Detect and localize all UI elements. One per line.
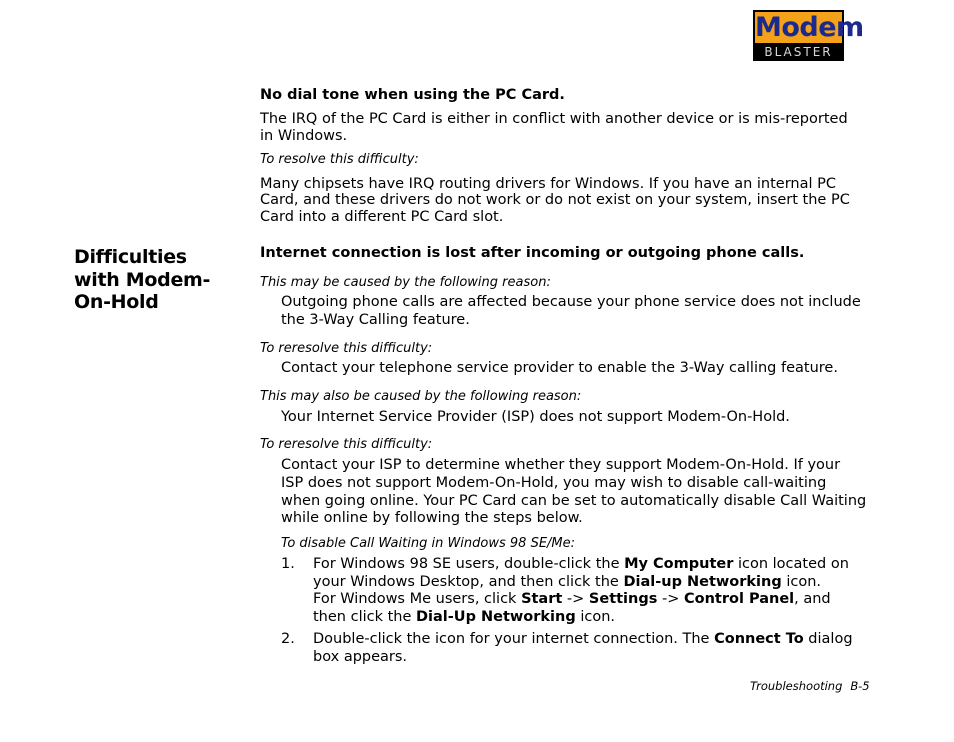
side-heading-line1: Difficulties	[74, 246, 187, 268]
step1-number: 1.	[281, 556, 295, 572]
logo-sub: BLASTER	[764, 45, 833, 59]
section2-resolve2-line1: Contact your ISP to determine whether they support Modem-On-Hold. If your	[281, 457, 841, 473]
section1-line2: in Windows.	[260, 128, 348, 144]
step1-line4: then click the Dial-Up Networking icon.	[313, 609, 616, 625]
disable-call-waiting-title: To disable Call Waiting in Windows 98 SE/Me:	[281, 536, 576, 551]
page-footer	[750, 679, 870, 693]
section2-resolve1-text: Contact your telephone service provider to enable the 3-Way calling feature.	[281, 360, 838, 376]
section2-resolve2: To reresolve this difficulty:	[260, 437, 433, 452]
section2-cause1: This may be caused by the following reason:	[260, 275, 551, 290]
section1-resolve: To resolve this difficulty:	[260, 152, 419, 167]
step2-number: 2.	[281, 631, 295, 647]
section1-p2-line1: Many chipsets have IRQ routing drivers for Windows. If you have an internal PC	[260, 176, 837, 192]
section1-p2-line2: Card, and these drivers do not work or do not exist on your system, insert the PC	[260, 192, 850, 208]
step1-line1: For Windows 98 SE users, double-click the My Computer icon located on	[313, 556, 849, 572]
section2-resolve2-line4: while online by following the steps below.	[281, 510, 583, 526]
side-heading-line2: with Modem-	[74, 268, 211, 291]
section1-p2-line3: Card into a different PC Card slot.	[260, 209, 504, 225]
section1-heading: No dial tone when using the PC Card.	[260, 87, 565, 103]
section2-heading: Internet connection is lost after incoming or outgoing phone calls.	[260, 245, 805, 261]
section2-cause2: This may also be caused by the following reason:	[260, 389, 582, 404]
step1-line3: For Windows Me users, click Start -> Settings -> Control Panel, and	[313, 591, 831, 607]
step2-line1: Double-click the icon for your internet connection. The Connect To dialog	[313, 631, 853, 647]
side-heading-line3: On-Hold	[74, 291, 159, 313]
modem-blaster-logo	[753, 10, 864, 61]
section2-cause1-line2: the 3-Way Calling feature.	[281, 312, 470, 328]
side-heading	[74, 246, 234, 314]
section1-line1: The IRQ of the PC Card is either in conflict with another device or is mis-reported	[260, 111, 848, 127]
section2-resolve2-line3: when going online. Your PC Card can be set to automatically disable Call Waiting	[281, 493, 867, 509]
section2-resolve1: To reresolve this difficulty:	[260, 341, 433, 356]
section2-cause2-text: Your Internet Service Provider (ISP) does not support Modem-On-Hold.	[281, 409, 790, 425]
logo-brand: Modem	[755, 12, 864, 43]
section2-cause1-line1: Outgoing phone calls are affected because your phone service does not include	[281, 294, 861, 310]
step1-line2: your Windows Desktop, and then click the Dial-up Networking icon.	[313, 574, 822, 590]
step2-line2: box appears.	[313, 649, 408, 665]
page-number: B-5	[850, 679, 870, 693]
section2-resolve2-line2: ISP does not support Modem-On-Hold, you may wish to disable call-waiting	[281, 475, 827, 491]
footer-section: Troubleshooting	[750, 679, 843, 693]
